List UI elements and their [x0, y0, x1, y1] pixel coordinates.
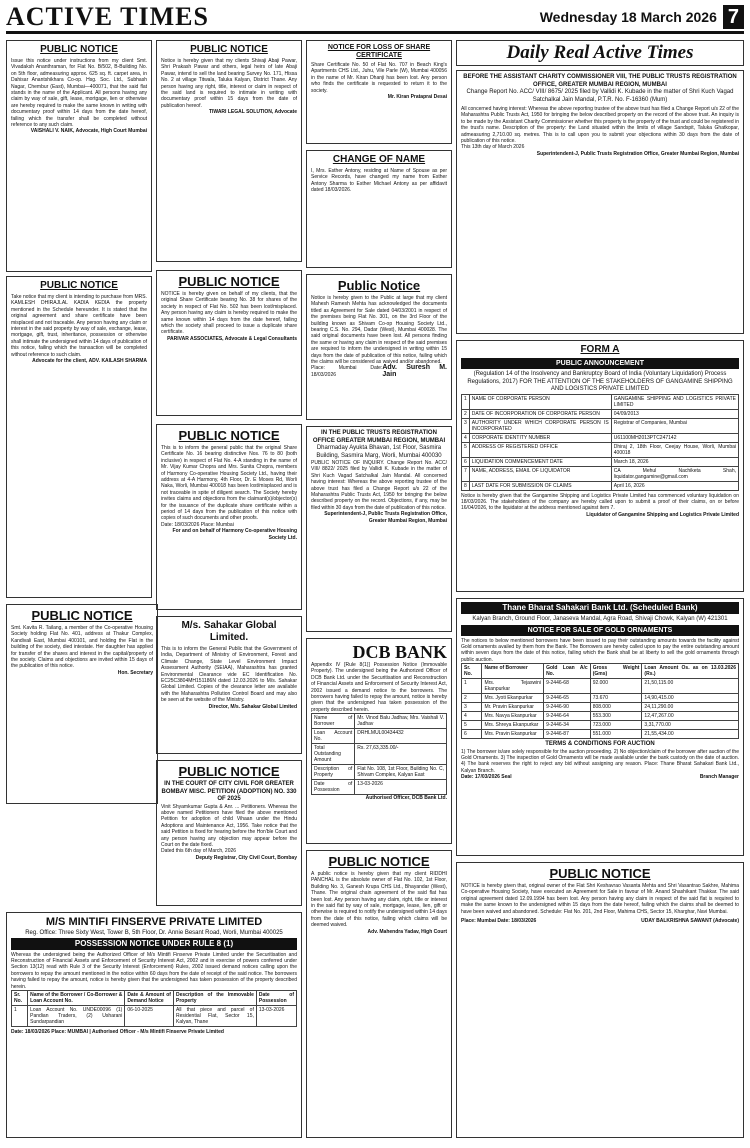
table-row — [462, 694, 739, 703]
table-cell: 6 — [462, 457, 470, 466]
table-cell: Flat No. 108, 1st Floor, Building No. C, Shivam Complex, Kalyan East — [355, 765, 447, 780]
table-cell: Mrs. Jyoti Ekanpurkar — [482, 694, 544, 703]
notice-footer — [461, 918, 739, 924]
notice-title: PUBLIC NOTICE — [40, 44, 118, 55]
notice-address: Reg. Office: Three Sixty West, Tower B, 5th Floor, Dr. Annie Besant Road, Worli, Mumbai 400025 — [25, 930, 283, 936]
table-row — [462, 442, 739, 457]
notice-signature: For and on behalf of Harmony Co-operative Housing Society Ltd. — [172, 528, 297, 541]
table-row — [462, 418, 739, 433]
table-cell: 1 — [12, 1005, 28, 1026]
notice-title: PUBLIC NOTICE — [178, 274, 280, 289]
notice-subtitle: NOTICE FOR SALE OF GOLD ORNAMENTS — [461, 625, 739, 636]
notice-body: Appendix IV [Rule 8(1)] Possession Notice (Immovable Property). The undersigned being the Authorized Officer of DCB Bank Ltd. under the Securitisation and Reconstruction of Financial Assets and Enforcement of Security Interest Act, 2002 issued a demand notice to the borrowers. The borrowers having failed to repay the amount, notice is hereby given that the undersigned has taken possession of the property described herein. — [311, 662, 447, 713]
terms-title: TERMS & CONDITIONS FOR AUCTION — [545, 741, 655, 748]
table-row — [462, 481, 739, 490]
column-4-last — [456, 862, 744, 1142]
table-cell: March 18, 2026 — [611, 457, 738, 466]
notice-footer — [311, 365, 447, 378]
notice-signature: Superintendent-J, Public Trusts Registration Office, Greater Mumbai Region, Mumbai — [324, 511, 447, 524]
notice-body: Notice is hereby given that the Gangamine Shipping and Logistics Private Limited has commenced voluntary liquidation on 18/03/2026. The stakeholders of the company are hereby called upon to submit a proof of their claims, on or before 16/04/2026, to the liquidator at the address mentioned against item 7. — [461, 492, 739, 512]
notice-signature: Hon. Secretary — [117, 669, 153, 676]
table-cell: Mrs. Pravin Ekanpurkar — [482, 730, 544, 739]
table-header: Description of the Immovable Property — [173, 990, 256, 1005]
notice-place-date: Place: Mumbai Date: 18/03/2026 — [311, 365, 383, 378]
notice-title: PUBLIC NOTICE — [178, 428, 280, 443]
table-cell: 12,47,267.00 — [642, 712, 739, 721]
table-cell: Mrs. Tejaswini Ekanpurkar — [482, 679, 544, 694]
notice-signature: Deputy Registrar, City Civil Court, Bombay — [195, 854, 297, 861]
column-3-dcb — [306, 638, 452, 848]
table-row — [312, 729, 447, 744]
terms-body: 1) The borrower is/are solely responsible for the auction proceeding. 2) No objection/claim of the borrower after auction of the Gold Ornaments. 3) The inspection of Gold Ornaments will be made available under the bank custody on the date of auction. 4) The bank reserves the right to reject any bid without assigning any reason. Place: Thane Bharat Sahakari Bank Ltd., Kalyan Branch. — [461, 748, 739, 774]
column-4-forma — [456, 340, 744, 596]
notice-c2-3 — [156, 424, 302, 610]
notice-title: Thane Bharat Sahakari Bank Ltd. (Scheduled Bank) — [461, 602, 739, 614]
table-cell: 73.670 — [590, 694, 642, 703]
table-cell: 9-2446-90 — [544, 703, 591, 712]
notice-signature: Mr. Kiran Prataprai Desai — [387, 94, 447, 101]
notice-c1-1 — [6, 40, 152, 272]
table-cell: 9-2446-68 — [544, 679, 591, 694]
notice-change-of-name — [306, 150, 452, 268]
column-2-sahakar — [156, 616, 302, 758]
table-cell: 13-03-2026 — [355, 780, 447, 795]
page-number: 7 — [723, 5, 744, 29]
notice-title: PUBLIC NOTICE — [31, 608, 133, 623]
notice-body: Whereas the undersigned being the Authorized Officer of M/s Mintifi Finserve Private Limited under the Securitisation and Reconstruction of Financial Assets and Enforcement of Security Interest Act, 2002 and in exercise of powers conferred under Section 13(12) read with Rule 3 of the Security Interest (Enforcement) Rules, 2002 issued demand notices calling upon the borrowers to repay the amount mentioned in the notice within 60 days from the date of receipt of the said notice. The borrowers having failed to repay the amount, notice is hereby given that the undersigned has taken possession of the property described herein. — [11, 951, 297, 990]
notice-c3-1 — [306, 40, 452, 144]
notice-subtitle: Dharmaday Ayukta Bhavan, 1st Floor, Sasmira Building, Sasmira Marg, Worli, Mumbai 400030 — [316, 445, 442, 459]
notice-date: Date: 17/03/2026 Seal — [461, 774, 512, 781]
table-cell: 24,11,290.00 — [642, 703, 739, 712]
notice-body: A public notice is hereby given that my client RIDDHI PANCHAL is the absolute owner of Flat No. 102, 1st Floor, Building No. 3, Ganesh Krupa CHS Ltd., Bhayandar (West), Thane. The original chain agreement of the said flat has been lost. Any person having any claim, right, title or interest in the said flat by way of sale, mortgage, lease, lien, gift or otherwise is required to notify the undersigned within 14 days from the date of this notice, failing which claims will be deemed waived. — [311, 871, 447, 929]
notice-c2-1 — [156, 40, 302, 262]
table-cell: 14,90,415.00 — [642, 694, 739, 703]
table-cell: Mr. Vinod Balu Jadhav, Mrs. Vaishali V. Jadhav — [355, 714, 447, 729]
notice-subtitle: Change Report No. ACC/ VIII/ 8675/ 2025 filed by Vallidi K. Kubade in the matter of Shri Kuch Vagad Satchalkal Jain Mandal, P.T.R. No. F-16360 (Mum) — [466, 89, 734, 103]
notice-c1-3 — [6, 604, 158, 804]
table-header: Date of Possession — [256, 990, 296, 1005]
notice-body: Notice is hereby given to the Public at large that my client Mahesh Ramesh Mehta has acknowledged the documents titled as Agreement for Sale dated 04/03/2001 in respect of the premises being Flat No. 301, on the 3rd Floor of the building known as Shivam Co-op Housing Society Ltd., bearing C.S. No. 294, Dadar (West), Mumbai 400028. The said original documents have been lost. All persons finding the same or having any claim in respect of the said premises are required to inform the undersigned in writing within 15 days from the date of publication of this notice, failing which the claims will be considered as waived and/or abandoned. — [311, 295, 447, 366]
table-cell: 9-2446-87 — [544, 730, 591, 739]
table-cell: DATE OF INCORPORATION OF CORPORATE PERSON — [469, 409, 611, 418]
table-cell: 7 — [462, 466, 470, 481]
notice-c1-2 — [6, 276, 152, 598]
notice-date: This 13th day of March 2026 — [461, 144, 525, 151]
table-row — [462, 394, 739, 409]
column-2-court — [156, 760, 302, 910]
notice-body: NOTICE is hereby given on behalf of my clients, that the original Share Certificate bearing No. 38 for shares of the society in respect of Flat No. 502 has been lost/misplaced. Any person having any claim is hereby required to make the same known within 14 days from the date hereof, failing which the society shall proceed to issue a duplicate share certificate. — [161, 291, 297, 336]
notice-title: M/s. Sahakar Global Limited. — [181, 620, 277, 643]
table-cell: NAME, ADDRESS, EMAIL OF LIQUIDATOR — [469, 466, 611, 481]
table-row — [462, 679, 739, 694]
table-header: Gold Loan A/c No. — [544, 664, 591, 679]
notice-date: Date: 18/03/2026 Place: Mumbai — [161, 521, 234, 528]
table-cell: NAME OF CORPORATE PERSON — [469, 394, 611, 409]
table-cell: Mrs. Navya Ekanpurkar — [482, 712, 544, 721]
table-cell: 21,55,434.00 — [642, 730, 739, 739]
column-1 — [6, 40, 152, 602]
notice-signature: Authorised Officer, DCB Bank Ltd. — [365, 795, 447, 802]
issue-date-text: Wednesday 18 March 2026 — [539, 9, 717, 25]
notice-footer: Date: 18/03/2026 Place: MUMBAI | Authorised Officer - M/s Mintifi Finserve Private Limited — [11, 1028, 224, 1035]
column-3-public-notice — [306, 274, 452, 424]
table-cell: 9-2446-65 — [544, 694, 591, 703]
table-header: Sr. No. — [462, 664, 482, 679]
table-cell: 553.300 — [590, 712, 642, 721]
table-cell: Description of Property — [312, 765, 355, 780]
table-row — [12, 1005, 297, 1026]
notice-body: This is to inform the General Public that the Government of India, Department of Ministry of Environment, Forest and Climate Change, State Level Environment Impact Assessment Authority (SEIAA), Maharashtra has granted Environmental Clearance vide EC Identification No. EC25C3804MH151186N dated 12.03.2026 to M/s. Sahakar Global Limited. Copies of the clearance letter are available with the Maharashtra Pollution Control Board and may also be seen at the website of the Ministry. — [161, 646, 297, 704]
table-row — [462, 466, 739, 481]
form-a-table — [461, 394, 739, 491]
table-cell: CA Mehul Nachiketa Shah, liquidator.gangamine@gmail.com — [611, 466, 738, 481]
notice-date: Place: Mumbai Date: 18/03/2026 — [461, 918, 537, 925]
notice-signature: VAISHALI V. NAIK, Advocate, High Court Mumbai — [30, 128, 147, 135]
table-cell: Mrs. Shreya Ekanpurkar — [482, 721, 544, 730]
notice-c3-6 — [306, 850, 452, 1138]
table-cell: April 16, 2026 — [611, 481, 738, 490]
dcb-bank-logo: DCB BANK — [352, 642, 447, 662]
table-cell: 8 — [462, 481, 470, 490]
notice-title: PUBLIC NOTICE — [178, 764, 280, 779]
notice-signature: Liquidator of Gangamine Shipping and Logistics Private Limited — [586, 511, 739, 518]
notice-subtitle-2: (Regulation 14 of the Insolvency and Bankruptcy Board of India (Voluntary Liquidation) Process Regulations, 2017) FOR THE ATTENTION OF THE STAKEHOLDERS OF GANGAMINE SHIPPING AND LOGISTICS PRIVATE LIMITED — [467, 371, 733, 392]
table-cell: Rs. 27,63,335.00/- — [355, 744, 447, 765]
table-cell: 9-2446-64 — [544, 712, 591, 721]
table-row — [462, 712, 739, 721]
notice-title: BEFORE THE ASSISTANT CHARITY COMMISSIONER VIII, THE PUBLIC TRUSTS REGISTRATION OFFICE, GREATER MUMBAI REGION, MUMBAI — [463, 74, 737, 88]
notice-body: Vinit Shyamkumar Gupta & Anr. ... Petitioners. Whereas the above named Petitioners have filed the above mentioned Petition for adoption of child Vihaan under the Hindu Adoptions and Maintenance Act, 1956. Take notice that the said Petition is fixed for hearing before the Hon'ble Court and any person having any objection may appear before the Court on the date fixed. — [161, 803, 297, 848]
dcb-table — [311, 713, 447, 795]
table-cell: 4 — [462, 712, 482, 721]
table-cell: Total Outstanding Amount — [312, 744, 355, 765]
notice-subtitle: IN THE COURT OF CITY CIVIL FOR GREATER BOMBAY MISC. PETITION (ADOPTION) NO. 330 OF 2025 — [161, 781, 297, 802]
notice-c2-5 — [156, 760, 302, 906]
table-cell: 2 — [462, 409, 470, 418]
mintifi-table — [11, 990, 297, 1027]
table-cell: 21,50,115.00 — [642, 679, 739, 694]
table-cell: Date of Possession — [312, 780, 355, 795]
notice-c1-3-cont — [6, 810, 152, 906]
notice-subtitle: PUBLIC ANNOUNCEMENT — [461, 358, 739, 369]
column-2-harmony — [156, 424, 302, 614]
notice-body: Notice is hereby given that my clients Shivaji Abaji Pawar, Shri Prakash Pawar and others, legal heirs of late Abaji Pawar, intend to sell the land bearing Survey No. 171, Hissa No. 2 at village Titwala, Taluka Kalyan, District Thane. Any person having any right, title, interest or claim in respect of the said land is required to intimate in writing with documentary proof within 15 days from the date of publication hereof. — [161, 58, 297, 109]
column-1-spacer — [6, 810, 152, 910]
notice-body: Share Certificate No. 50 of Flat No. 707 in Beach King's Apartments CHS Ltd., Juhu, Vile Parle (W), Mumbai 400056 in the name of Mr. Kiran Dhanji has been lost. Any person who finds the certificate is requested to return it to the society. — [311, 62, 447, 94]
table-row — [312, 714, 447, 729]
table-cell: CORPORATE IDENTITY NUMBER — [469, 433, 611, 442]
notice-title: PUBLIC NOTICE — [549, 866, 651, 881]
issue-date — [540, 5, 744, 29]
table-cell: 5 — [462, 442, 470, 457]
notice-c4-1 — [456, 70, 744, 334]
column-4-bank — [456, 598, 744, 860]
table-cell: 3 — [462, 703, 482, 712]
notice-c3-5 — [306, 638, 452, 844]
table-cell: 3 — [462, 418, 470, 433]
notice-body: The notices to below mentioned borrowers have been issued to pay their outstanding amounts towards the facility against Gold ornaments availed by them from the Bank. The Borrowers are hereby called upon to pay the entire outstanding amount within seven days from the date of this notice, failing which the Bank shall be at liberty to sell the gold ornaments through public auction. — [461, 637, 739, 663]
notice-title: PUBLIC NOTICE — [190, 44, 268, 55]
table-row — [462, 730, 739, 739]
table-cell: 6 — [462, 730, 482, 739]
notice-c4-3 — [456, 598, 744, 856]
table-header: Date & Amount of Demand Notice — [125, 990, 174, 1005]
column-2 — [156, 40, 302, 268]
notice-signature: Superintendent-J, Public Trusts Registration Office, Greater Mumbai Region, Mumbai — [536, 150, 739, 157]
notice-title: PUBLIC NOTICE — [328, 854, 430, 869]
table-cell: Loan Account No. UNDE00096 (1) Pandian Traders, (2) Usharani Sundarpandian — [28, 1005, 125, 1026]
notice-signature: Advocate for the client, ADV. KAILASH SHARMA — [32, 358, 147, 365]
notice-signature: PARIVAR ASSOCIATES, Advocate & Legal Consultants — [167, 335, 297, 342]
notice-body: This is to inform the general public that the original Share Certificate No. 16 bearing distinctive Nos. 76 to 80 (both inclusive) in respect of Flat No. 4-A standing in the name of Mr. Vijay Kumar Chopra and Mrs. Sunita Chopra, members of Harmony Co-operative Housing Society Ltd., having their address at 4-A Harmony, 4th Floor, Dr. E Moses Rd, Worli Naka, Worli, Mumbai 400018 has been lost/misplaced and is not traceable in spite of diligent search. The Society hereby invites claims and objections from the claimant(s)/objector(s) for the issuance of the duplicate share certificate within a period of 14 days from the publication of this notice with copies of such documents and other proofs. — [161, 445, 297, 522]
table-cell: Dhiraj 2, 18th Floor, Ceejay House, Worli, Mumbai 400018 — [611, 442, 738, 457]
table-header: Sr. No. — [12, 990, 28, 1005]
table-header: Gross Weight (Gms) — [590, 664, 642, 679]
notice-body: Take notice that my client is intending to purchase from MRS. KAMLESH DHIRAJLAL KADIA KEDIA the property mentioned in the Schedule hereunder. It is stated that the original agreement and share certificate have been misplaced and not traceable. Any person having any claim or interest in the said property by way of sale, exchange, lease, mortgage, gift, trust, inheritance, possession or otherwise shall intimate the undersigned within 14 days of publication of this notice, failing which the transaction will be completed without reference to such claim. — [11, 294, 147, 358]
notice-signature: Adv. Suresh M. Jain — [382, 364, 447, 378]
table-cell: 4 — [462, 433, 470, 442]
table-cell: 2 — [462, 694, 482, 703]
table-row — [312, 780, 447, 795]
notice-body: PUBLIC NOTICE OF INQUIRY. Change Report No. ACC/ VIII/ 8822/ 2025 filed by Vallidi K. Kubade in the matter of Shri Kuch Vagad Satchalkal Jain Mandal. All concerned having interest: Whereas the above reporting trustee of the above trust has filed a Change Report u/s 22 of the Maharashtra Public Trusts Act, 1950 for bringing the below described property on the record. Objections, if any, may be filed within 30 days from the date of publication of this notice. — [311, 460, 447, 511]
table-cell: LIQUIDATION COMMENCEMENT DATE — [469, 457, 611, 466]
notice-body: Issue this notice under instructions from my client Smt. Vivadaksh Ananthraman, for Flat No. B/502, B-Building No. on 5th floor, admeasuring approx. 625 sq. ft. carpet area, in Dahisar Anantshikhara Co-op. Hsg. Soc. Ltd., Subhash Nagar, Chembur (East), Mumbai—400071, that the said flat stands in the name of the Applicant. All persons having any claim by way of sale, gift, lease, mortgage, lien or otherwise are hereby required to make the same known in writing with documentary proof within 14 days from the date hereof, failing which the transfer shall be completed without reference to any such claim. — [11, 58, 147, 129]
table-cell: Mr. Pravin Ekanpurkar — [482, 703, 544, 712]
table-cell: Loan Account No. — [312, 729, 355, 744]
masthead — [6, 4, 744, 34]
newspaper-brand: ACTIVE TIMES — [6, 2, 209, 31]
notice-c2-4 — [156, 616, 302, 754]
notice-footer — [461, 774, 739, 780]
table-cell: LAST DATE FOR SUBMISSION OF CLAIMS — [469, 481, 611, 490]
table-row — [462, 409, 739, 418]
table-cell: 3,31,770.00 — [642, 721, 739, 730]
column-1-lower — [6, 604, 158, 808]
notice-title: M/S MINTIFI FINSERVE PRIVATE LIMITED — [45, 916, 263, 928]
mintifi-notice — [6, 912, 302, 1142]
table-cell: ADDRESS OF REGISTERED OFFICE — [469, 442, 611, 457]
column-3-trust — [306, 426, 452, 636]
table-header: Name of the Borrower / Co-Borrower & Loan Account No. — [28, 990, 125, 1005]
table-row — [312, 744, 447, 765]
notice-title: IN THE PUBLIC TRUSTS REGISTRATION OFFICE GREATER MUMBAI REGION, MUMBAI — [312, 430, 446, 444]
table-row — [312, 765, 447, 780]
table-cell: All that piece and parcel of Residential Flat, Sector 15, Kalyan, Thane — [173, 1005, 256, 1026]
table-row — [462, 721, 739, 730]
table-cell: AUTHORITY UNDER WHICH CORPORATE PERSON IS INCORPORATED — [469, 418, 611, 433]
notice-signature: Director, M/s. Sahakar Global Limited — [208, 703, 297, 710]
table-cell: DRHLMUL00434432 — [355, 729, 447, 744]
notice-title: CHANGE OF NAME — [332, 154, 426, 165]
notice-signature: TIWARI LEGAL SOLUTION, Advocate — [208, 109, 297, 116]
notice-title: PUBLIC NOTICE — [40, 280, 118, 291]
table-cell: 551.000 — [590, 730, 642, 739]
notice-signature: Adv. Mahendra Yadav, High Court — [367, 928, 447, 935]
notice-c3-3 — [306, 274, 452, 420]
table-cell: 1 — [462, 394, 470, 409]
table-cell: 808.000 — [590, 703, 642, 712]
table-cell: 1 — [462, 679, 482, 694]
table-cell: 5 — [462, 721, 482, 730]
notice-body: NOTICE is hereby given that, original owner of the Flat Shri Keshavrao Vasanta Mehta and Shri Vasantrao Sakhre, Mahima Co-operative Housing Society, have executed an Agreement for Sale in favour of Mr. Anand Shashikant Thakkar. The said original agreement dated 12.09.1994 has been lost. Any person having any claim in respect of the said flat is required to make the same known to the undersigned within 15 days from the date hereof, failing which the claims shall be deemed to have been waived and abandoned. Schedule: Flat No. 201, 2nd Floor, Mahima CHS, Sector 15, Kharghar, Navi Mumbai. — [461, 883, 739, 915]
table-cell: GANGAMINE SHIPPING AND LOGISTICS PRIVATE LIMITED — [611, 394, 738, 409]
table-cell: 9-2446-34 — [544, 721, 591, 730]
table-cell: 13-03-2026 — [256, 1005, 296, 1026]
section-title: Daily Real Active Times — [456, 40, 744, 66]
table-row — [462, 703, 739, 712]
notice-c3-4 — [306, 426, 452, 632]
column-3 — [306, 40, 452, 148]
notice-signature: UDAY BALKRISHNA SAWANT (Advocate) — [641, 918, 739, 925]
gold-loan-table — [461, 663, 739, 739]
notice-body: I, Mrs. Esther Antony, residing at Name of Spouse as per Service Records, have changed my name from Esther Antony Sharma to Esther Michael Antony as per affidavit dated 18/03/2026. — [311, 168, 447, 194]
notice-address: Kalyan Branch, Ground Floor, Janaseva Mandal, Agra Road, Shivaji Chowk, Kalyan (W) 421301 — [472, 616, 728, 622]
table-cell: Name of Borrower — [312, 714, 355, 729]
notice-body: All concerned having interest: Whereas the above reporting trustee of the above trust has filed a Change Report u/s 22 of the Maharashtra Public Trusts Act, 1950 for bringing the below described property on the record of the above trust. An inquiry is to be made by the Assistant Charity Commissioner whether this property is the property of the trust and could be registered in the trust's name. Description of the property: the Land situated within the limits of village Sandspit, Taluka Ghatkopar, admeasuring 2,710.00 sq. metres. This is to call upon you to submit your objections within 30 days from the date of publication of this notice. — [461, 106, 739, 145]
table-cell: 06-10-2025 — [125, 1005, 174, 1026]
table-cell: 723.000 — [590, 721, 642, 730]
notice-date: Dated this 6th day of March, 2026 — [161, 848, 237, 855]
notice-title: Public Notice — [337, 278, 421, 293]
table-cell: U61100MH2013PTC247142 — [611, 433, 738, 442]
notice-body: Smt. Kavita R. Tailang, a member of the Co-operative Housing Society holding Flat No. 401, address at Thakur Complex, Kandivali East, Mumbai 400101, and holding the Flat in the building of the society, died intestate. Her daughter has applied for transfer of the shares and interest in the capital/property of the society. Claims and objections are invited within 15 days of the publication of this notice. — [11, 625, 153, 670]
column-4 — [456, 70, 744, 338]
notice-subtitle: POSSESSION NOTICE UNDER RULE 8 (1) — [11, 938, 297, 950]
table-header: Loan Amount Os. as on 13.03.2026 (Rs.) — [642, 664, 739, 679]
notice-c2-2 — [156, 270, 302, 416]
table-row — [462, 457, 739, 466]
notice-c4-4 — [456, 862, 744, 1138]
notice-title: FORM A — [580, 344, 620, 355]
notice-title: NOTICE FOR LOSS OF SHARE CERTIFICATE — [327, 44, 431, 59]
column-3-riddhi — [306, 850, 452, 1142]
notice-signature: Branch Manager — [699, 774, 739, 781]
column-2b — [156, 270, 302, 420]
table-cell: 92.000 — [590, 679, 642, 694]
table-cell: Registrar of Companies, Mumbai — [611, 418, 738, 433]
notice-c4-2 — [456, 340, 744, 592]
table-header: Name of Borrower — [482, 664, 544, 679]
notice-mintifi — [6, 912, 302, 1138]
table-cell: 04/09/2013 — [611, 409, 738, 418]
column-3-middle — [306, 150, 452, 272]
table-row — [462, 433, 739, 442]
